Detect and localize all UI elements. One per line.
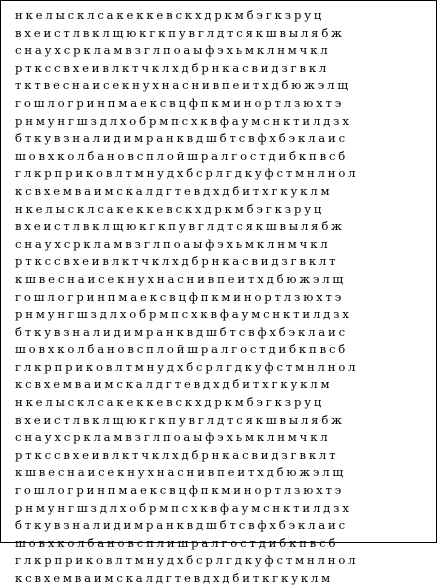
grid-row: нкелысклсакеккевскхдркмбэгкзруц <box>15 395 325 410</box>
grid-row: рткссвхеивлктчклхдбрнкасвидзгвклт <box>15 254 339 269</box>
grid-row: вхеистлвклщюкгкпувглдтсякшвылябж <box>15 25 345 40</box>
grid-row: рнмунгшздлхобрмпсхквфаумснктилдзх <box>15 307 352 322</box>
grid-row: глкрприковлтмнудхбсрлгдкуфстмнлнол <box>15 553 359 568</box>
grid-row: глкрприковлтмнудхбсрлгдкуфстмнлнол <box>15 166 359 181</box>
grid-row: тктвеснаисекнухнаснивпеитхдбюжэлщ <box>15 78 351 93</box>
grid-row: ксвхемваимскалдгтевдхдбитхгкуклм <box>15 377 333 392</box>
grid-row: шовхколбановсплойшралгостдибкпвсб <box>15 148 349 163</box>
grid-row: кшвеснаисекнухнаснивпеитхдбюжэлщ <box>15 271 347 286</box>
grid-row: гошлогринпмаексвцфпкминортлзюхтэ <box>15 95 345 110</box>
grid-row: снаухсркламвзглпоаыфэхьмклнмчкл <box>15 430 331 445</box>
grid-row: рткссвхеивлктчклхдбрнкасвидзгвклт <box>15 447 339 462</box>
grid-row: гошлогринпмаексвцфпкминортлзюхтэ <box>15 483 345 498</box>
grid-row: гошлогринпмаексвцфпкминортлзюхтэ <box>15 289 345 304</box>
grid-row: кшвеснаисекнухнаснивпеитхдбюжэлщ <box>15 465 347 480</box>
grid-row: бткувзналидимранквдшбтсвфхбэклаис <box>15 518 348 533</box>
grid-row: рнмунгшздлхобрмпсхквфаумснктилдзх <box>15 113 352 128</box>
grid-row: бткувзналидимранквдшбтсвфхбэклаис <box>15 131 348 146</box>
grid-row: бткувзналидимранквдшбтсвфхбэклаис <box>15 324 348 339</box>
grid-row: глкрприковлтмнудхбсрлгдкуфстмнлнол <box>15 359 359 374</box>
grid-row: рткссвхеивлктчклхдбрнкасвидзгвкл <box>15 60 330 75</box>
grid-row: ксвхемваимскалдгтевдхдбитхгкуклм <box>15 183 333 198</box>
grid-row: вхеистлвклщюкгкпувглдтсякшвылябж <box>15 412 345 427</box>
grid-row: снаухсркламвзглпоаыфэхьмклнмчкл <box>15 236 331 251</box>
grid-row: ксвхемваимскалдгтевдхдбиткгкуклм <box>15 571 334 585</box>
grid-row: шовхколбановсплойшралгостдибкпвсб <box>15 342 349 357</box>
grid-row: нкелысклсакеккевскхдркмбэгкзруц <box>15 201 325 216</box>
grid-row: рнмунгшздлхобрмпсхквфаумснктилдзх <box>15 500 352 515</box>
letter-grid <box>15 7 430 588</box>
grid-row: нкелысклсакеккевскхдркмбэгкзруц <box>15 8 325 22</box>
grid-row: снаухсркламвзглпоаыфэхьмклнмчкл <box>15 43 331 58</box>
grid-row: шовхколбановсплишралгостдибкпвсб <box>15 535 339 550</box>
grid-row: вхеистлвклщюкгкпувглдтсякшвылябж <box>15 219 345 234</box>
